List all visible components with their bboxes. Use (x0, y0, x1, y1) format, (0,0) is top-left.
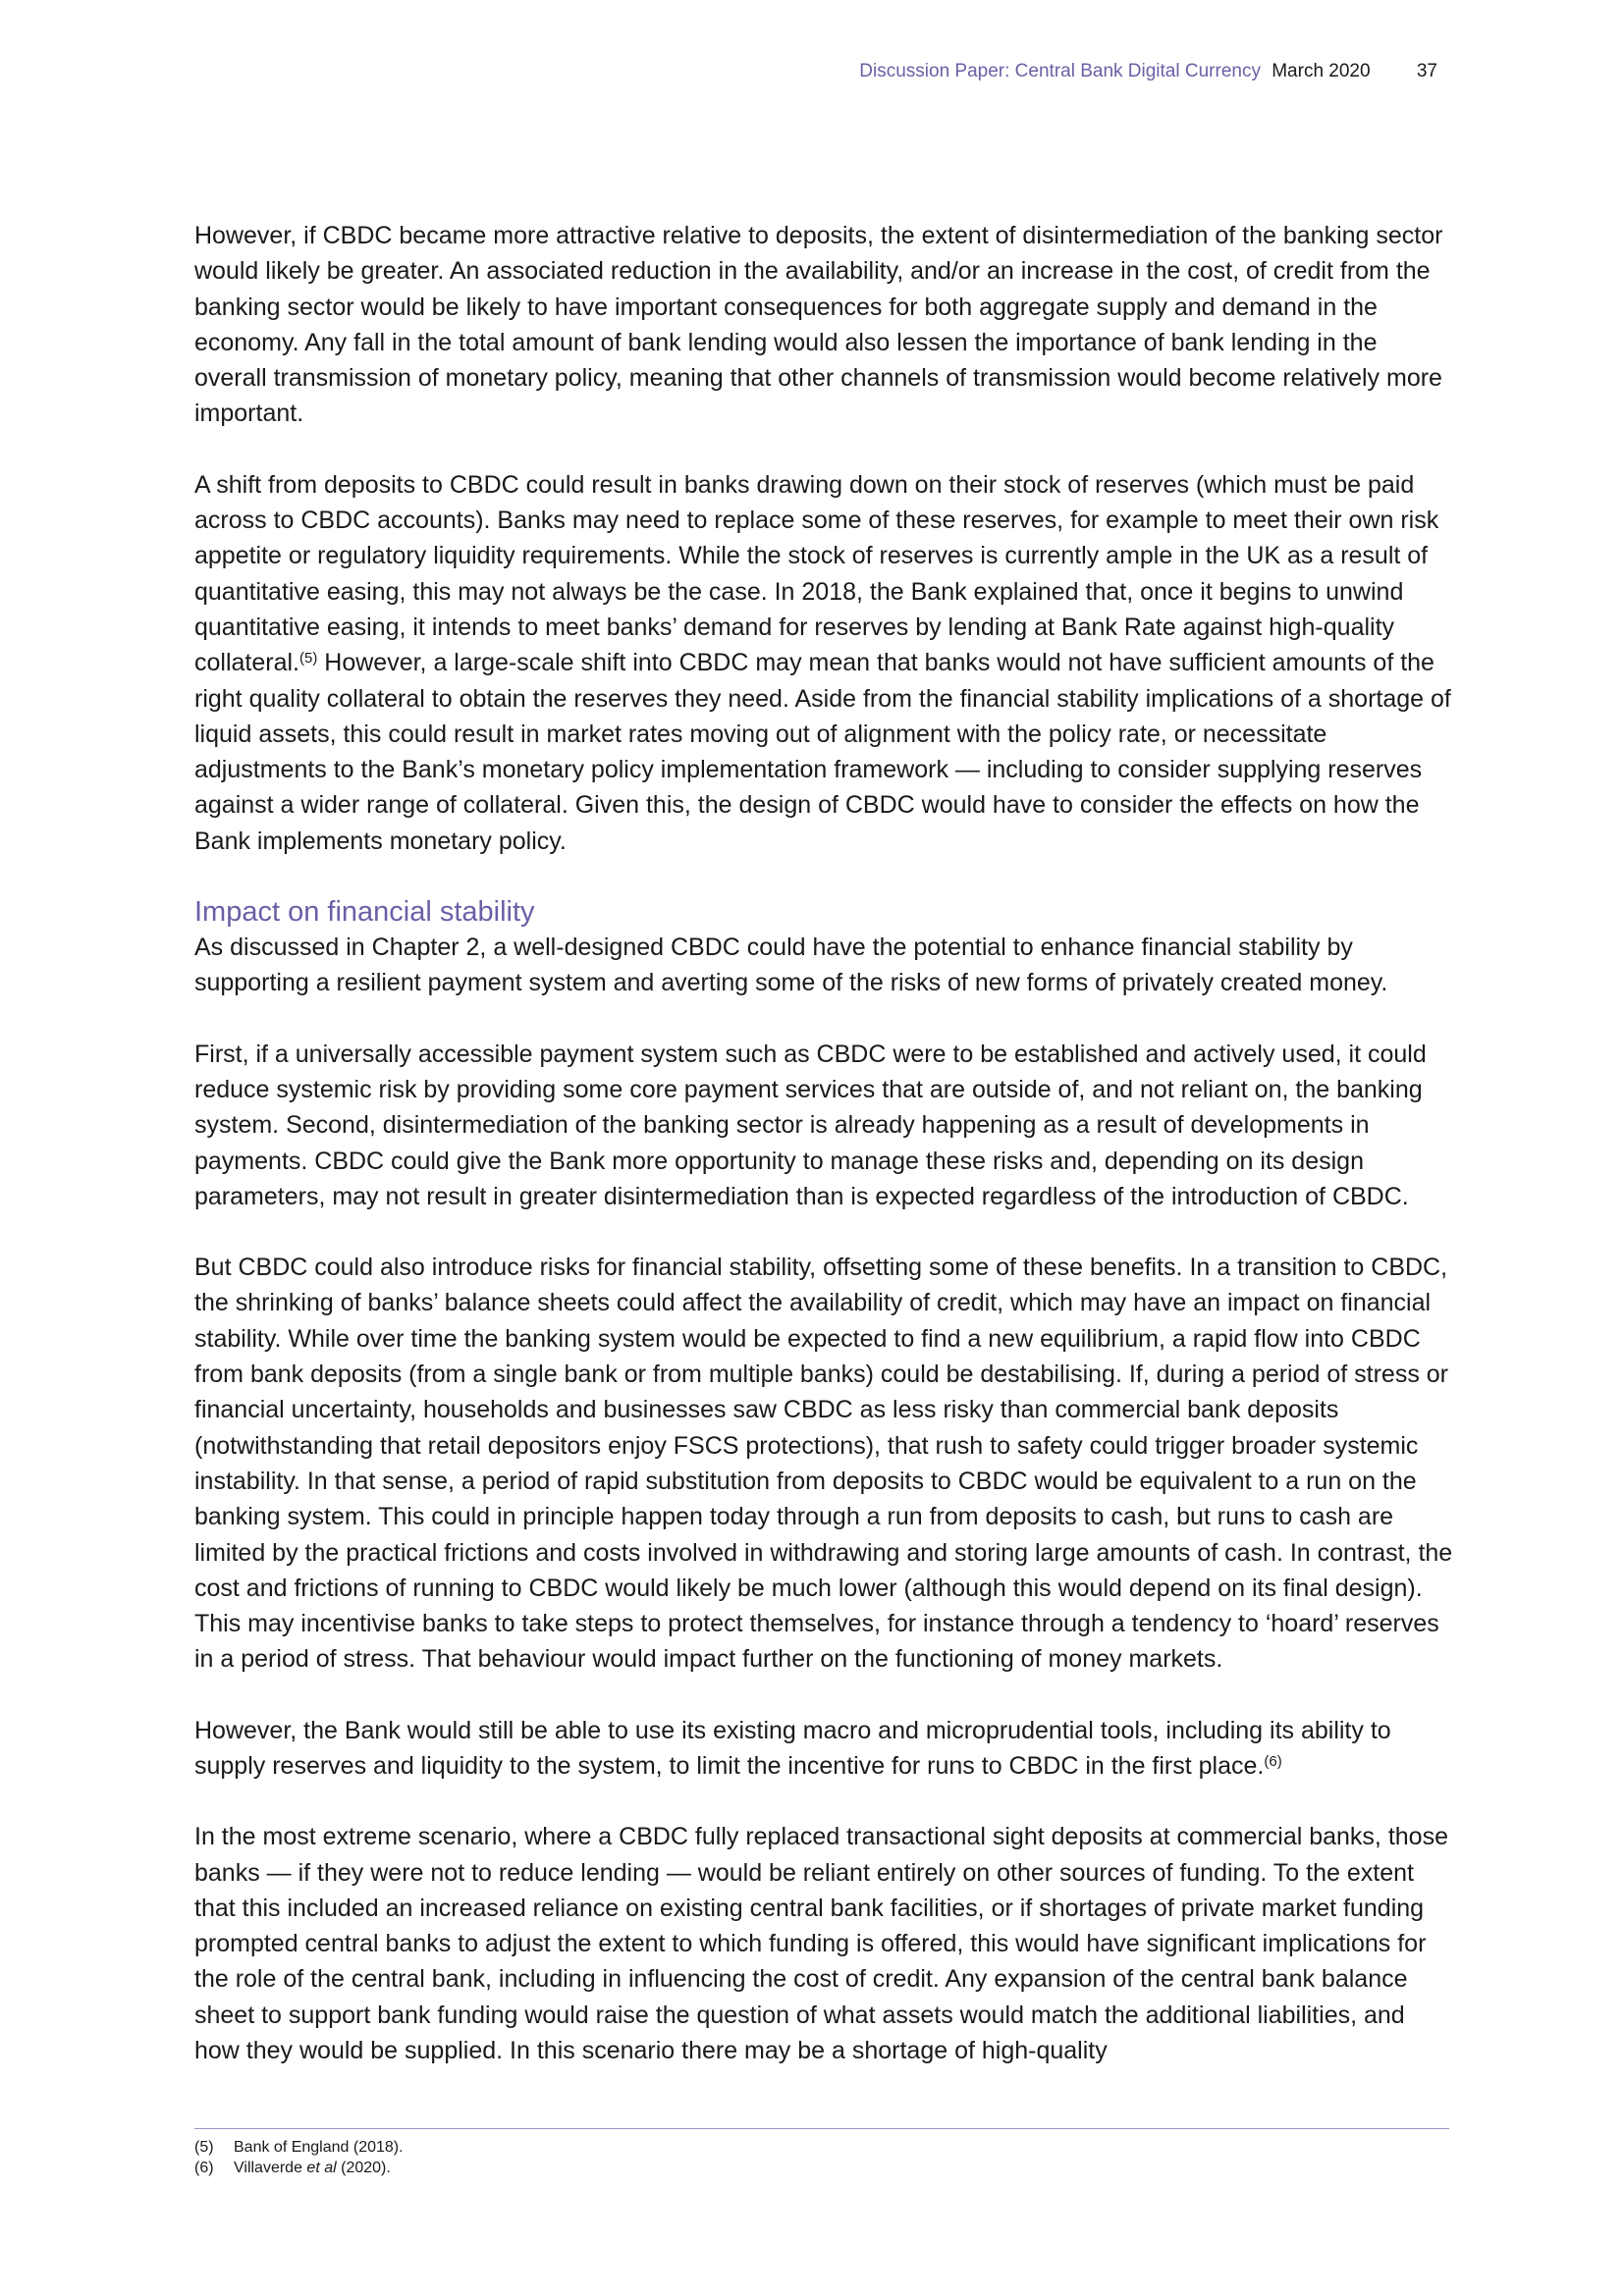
footnote-year: (2020). (336, 2160, 391, 2176)
body-paragraph: First, if a universally accessible payment system such as CBDC were to be established and actively used, it could reduce systemic risk by providing some core payment services that are outside of, and not reliant on, the banking system. Second, disintermediation of the banking sector is already happening as a result of developments in payments. CBDC could give the Bank more opportunity to manage these risks and, depending on its design parameters, may not result in greater disintermediation than is expected regardless of the introduction of CBDC. (194, 1040, 1427, 1210)
footnote-reference: (6) (1264, 1752, 1282, 1770)
footnote-text: Bank of England (2018). (234, 2139, 404, 2156)
paragraph-text: However, a large-scale shift into CBDC may mean that banks would not have sufficient amounts of the right quality collateral to obtain the reserves they need. Aside from the financial stability implications of a shortage of liquid assets, this could result in market rates moving out of alignment with the policy rate, or necessitate adjustments to the Bank’s monetary policy implementation framework — including to consider supplying reserves against a wider range of collateral. Given this, the design of CBDC would have to consider the effects on how the Bank implements monetary policy. (194, 649, 1451, 855)
footnote-author: Villaverde (234, 2160, 307, 2176)
main-content (194, 218, 1453, 2104)
body-paragraph: But CBDC could also introduce risks for financial stability, offsetting some of these benefits. In a transition to CBDC, the shrinking of banks’ balance sheets could affect the availability of credit, which may have an impact on financial stability. While over time the banking system would be expected to find a new equilibrium, a rapid flow into CBDC from bank deposits (from a single bank or from multiple banks) could be destabilising. If, during a period of stress or financial uncertainty, households and businesses saw CBDC as less risky than commercial bank deposits (notwithstanding that retail depositors enjoy FSCS protections), that rush to safety could trigger broader systemic instability. In that sense, a period of rapid substitution from deposits to CBDC would be equivalent to a run on the banking system. This could in principle happen today through a run from deposits to cash, but runs to cash are limited by the practical frictions and costs involved in withdrawing and storing large amounts of cash. In contrast, the cost and frictions of running to CBDC would likely be much lower (although this would depend on its final design). This may incentivise banks to take steps to protect themselves, for instance through a tendency to ‘hoard’ reserves in a period of stress. That behaviour would impact further on the functioning of money markets. (194, 1254, 1453, 1674)
footnote-text (234, 2158, 391, 2178)
section-heading: Impact on financial stability (194, 896, 535, 929)
footnote (194, 2158, 1449, 2178)
footnote (194, 2137, 1449, 2158)
body-paragraph (194, 467, 1453, 859)
paragraph-text: However, the Bank would still be able to use its existing macro and microprudential tools, including its ability to supply reserves and liquidity to the system, to limit the incentive for runs to CBDC in the first place. (194, 1716, 1391, 1780)
body-paragraph: In the most extreme scenario, where a CBDC fully replaced transactional sight deposits at commercial banks, those banks — if they were not to reduce lending — would be reliant entirely on other sources of funding. To the extent that this included an increased reliance on existing central bank facilities, or if shortages of private market funding prompted central banks to adjust the extent to which funding is offered, this would have significant implications for the role of the central bank, including in influencing the cost of credit. Any expansion of the central bank balance sheet to support bank funding would raise the question of what assets would match the additional liabilities, and how they would be supplied. In this scenario there may be a shortage of high-quality (194, 1823, 1448, 2065)
paragraph-text: A shift from deposits to CBDC could result in banks drawing down on their stock of reserves (which must be paid across to CBDC accounts). Banks may need to replace some of these reserves, for example to meet their own risk appetite or regulatory liquidity requirements. While the stock of reserves is currently ample in the UK as a result of quantitative easing, this may not always be the case. In 2018, the Bank explained that, once it begins to unwind quantitative easing, it intends to meet banks’ demand for reserves by lending at Bank Rate against high-quality collateral. (194, 470, 1439, 677)
footnote-number: (5) (194, 2139, 214, 2156)
header-date: March 2020 (1272, 61, 1371, 81)
footnote-number: (6) (194, 2160, 214, 2176)
running-header (859, 61, 1437, 82)
body-paragraph: However, if CBDC became more attractive relative to deposits, the extent of disintermediation of the banking sector would likely be greater. An associated reduction in the availability, and/or an increase in the cost, of credit from the banking sector would be likely to have important consequences for both aggregate supply and demand in the economy. Any fall in the total amount of bank lending would also lessen the importance of bank lending in the overall transmission of monetary policy, meaning that other channels of transmission would become relatively more important. (194, 222, 1443, 428)
footnotes (194, 2128, 1449, 2178)
page-number: 37 (1416, 61, 1437, 81)
header-series-title: Discussion Paper: Central Bank Digital Currency (859, 61, 1261, 81)
footnote-reference: (5) (299, 650, 318, 667)
footnote-etal: et al (306, 2160, 337, 2176)
body-paragraph: As discussed in Chapter 2, a well-designed CBDC could have the potential to enhance financial stability by supporting a resilient payment system and averting some of the risks of new forms of privately created money. (194, 934, 1388, 997)
body-paragraph (194, 1713, 1453, 1785)
